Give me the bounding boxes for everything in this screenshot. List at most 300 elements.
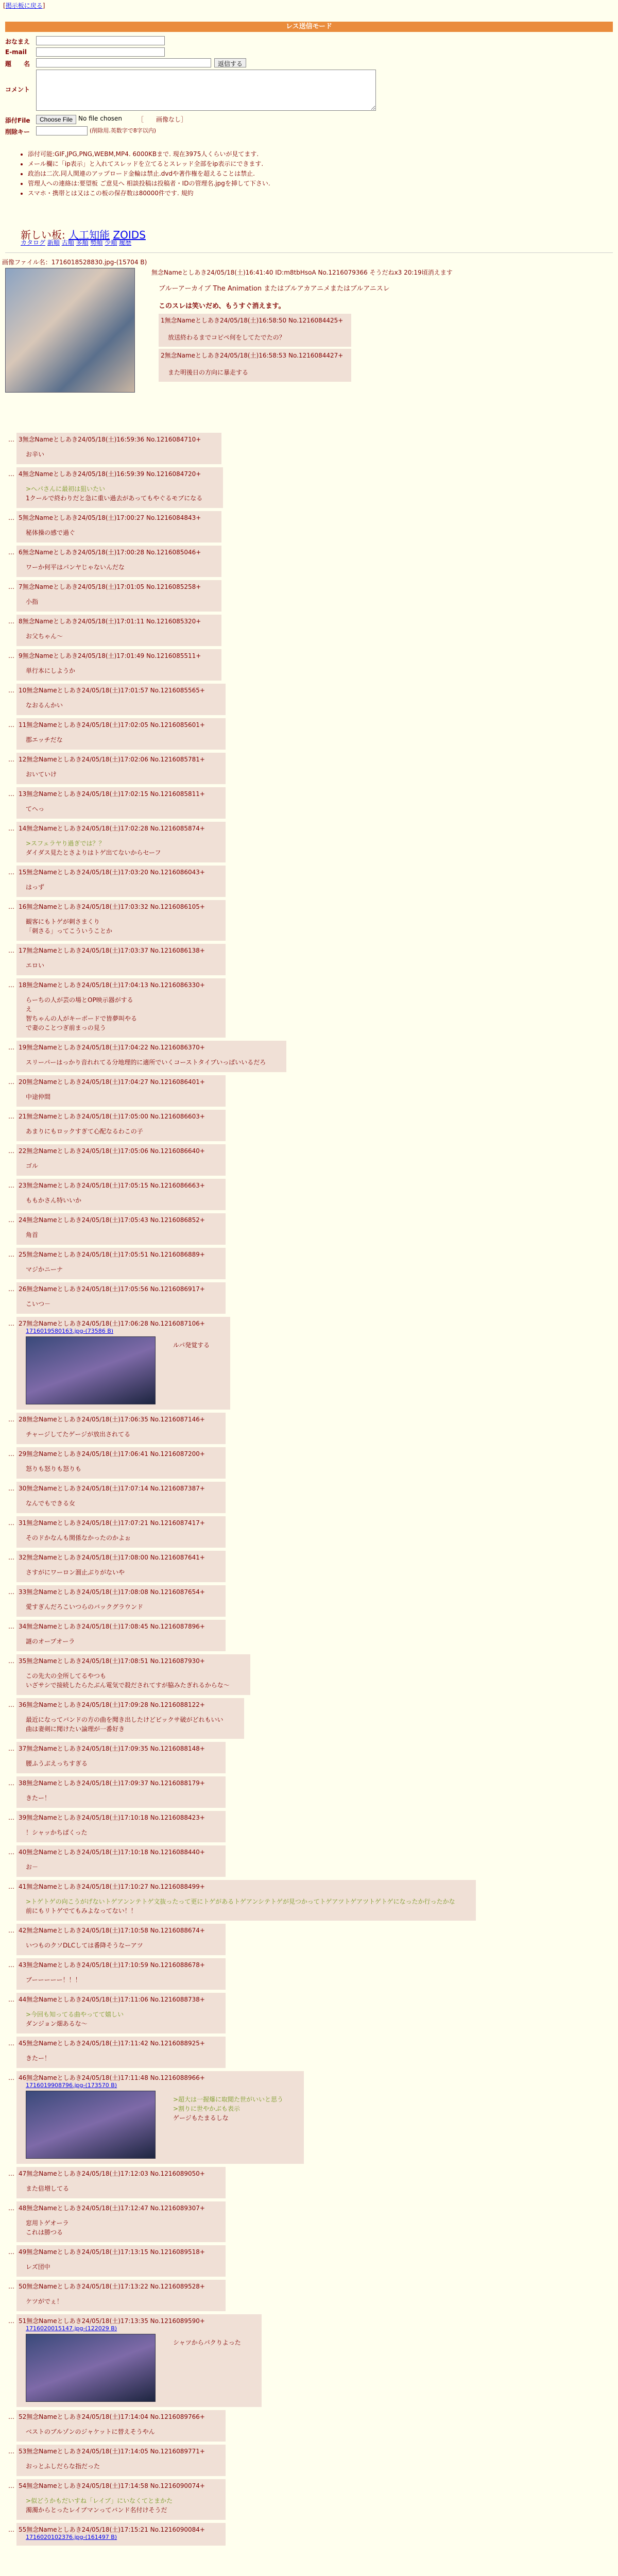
reply-header: 51無念Nameとしあき24/05/18(土)17:13:35 No.1216089590+ xyxy=(19,2317,205,2325)
note-item: • メール欄に「ip表示」と入れてスレッドを立てるとスレッド全部をip表示にできます. xyxy=(28,159,587,169)
reply-row xyxy=(0,718,613,750)
text-only-checkbox[interactable]: ［ 画像なし］ xyxy=(138,116,187,123)
reply-header: 43無念Nameとしあき24/05/18(土)17:10:59 No.1216088678+ xyxy=(19,1961,205,1969)
reply-message: いつものクソDLCしては番降そうなーアツ xyxy=(26,1942,143,1949)
reply-row xyxy=(0,2245,613,2277)
reply-header: 11無念Nameとしあき24/05/18(土)17:02:05 No.1216085601+ xyxy=(19,721,205,728)
reply-header: 10無念Nameとしあき24/05/18(土)17:01:57 No.1216085565+ xyxy=(19,687,205,694)
reply-box xyxy=(16,1654,250,1695)
reply-message: ももかさん特いいか xyxy=(26,1197,82,1204)
reply-header: 54無念Nameとしあき24/05/18(土)17:14:58 No.1216090074+ xyxy=(19,2482,205,2489)
reply-header: 18無念Nameとしあき24/05/18(土)17:04:13 No.1216086330+ xyxy=(19,981,205,989)
reply-message: 観客にもトゲが刺さまくり 「刺さる」ってこういうことか xyxy=(26,918,113,935)
reply-row xyxy=(0,2445,613,2476)
file-label: 添付File xyxy=(5,117,30,124)
reply-header: 33無念Nameとしあき24/05/18(土)17:08:08 No.1216087654+ xyxy=(19,1588,205,1596)
reply-indent: … xyxy=(8,1320,14,1327)
reply-row xyxy=(0,1993,613,2033)
reply-message: マジかニーナ xyxy=(26,1266,63,1273)
reply-message: お－ xyxy=(26,1863,39,1871)
reply-header: 5無念Nameとしあき24/05/18(土)17:00:27 No.1216084843+ xyxy=(19,514,201,521)
note-item: • 添付可能:GIF,JPG,PNG,WEBM,MP4. 6000KBまで. 現在3975人くらいが見てます. xyxy=(28,149,587,159)
reply-header: 55無念Nameとしあき24/05/18(土)17:15:21 No.1216090084+ xyxy=(19,2526,205,2533)
sort-many-link[interactable]: 多順 xyxy=(76,239,89,246)
reply-message: レズ団中 xyxy=(26,2263,50,2270)
reply-indent: … xyxy=(8,1927,14,1934)
reply-list xyxy=(0,433,613,2549)
reply-row xyxy=(0,1585,613,1617)
reply-message: おっとふしだらな指だった xyxy=(26,2463,100,2470)
reply-box xyxy=(16,2410,226,2442)
note-item: • スマホ・携帯とは又はこの板の保存数は80000件です. 規約 xyxy=(28,189,587,198)
reply-row xyxy=(0,2071,613,2164)
new-board-link-ai[interactable]: 人工知能 xyxy=(68,229,110,241)
reply-row xyxy=(0,1482,613,1513)
reply-box xyxy=(16,1924,226,1955)
reply-box xyxy=(16,1413,226,1444)
name-label: おなまえ xyxy=(5,38,30,45)
reply-row xyxy=(0,1516,613,1548)
reply-header: 14無念Nameとしあき24/05/18(土)17:02:28 No.1216085874+ xyxy=(19,825,205,832)
reply-header: 26無念Nameとしあき24/05/18(土)17:05:56 No.1216086917+ xyxy=(19,1285,205,1293)
reply-header: 37無念Nameとしあき24/05/18(土)17:09:35 No.1216088148+ xyxy=(19,1745,205,1752)
reply-row xyxy=(0,1144,613,1176)
reply-box xyxy=(16,1447,226,1479)
reply-row xyxy=(0,753,613,784)
reply-header: 20無念Nameとしあき24/05/18(土)17:04:27 No.1216086401+ xyxy=(19,1078,205,1086)
reply-1 xyxy=(159,314,351,347)
reply-thumbnail[interactable] xyxy=(26,1336,156,1404)
reply-box xyxy=(16,2071,304,2164)
reply-indent: … xyxy=(8,1251,14,1258)
reply-header: 6無念Nameとしあき24/05/18(土)17:00:28 No.1216085046+ xyxy=(19,549,201,556)
reply-row xyxy=(0,2410,613,2442)
reply-box xyxy=(16,822,226,862)
reply-row xyxy=(0,1551,613,1582)
reply-row xyxy=(0,649,613,681)
reply-quote: >超大は一握爆に取閲た世がいいと思う >割りに世やかぶも表示 xyxy=(173,2096,284,2112)
reply-box xyxy=(16,2167,226,2198)
reply-header: 40無念Nameとしあき24/05/18(土)17:10:18 No.1216088440+ xyxy=(19,1849,205,1856)
reply-row xyxy=(0,1447,613,1479)
reply-message: てへっ xyxy=(26,805,45,812)
reply-indent: … xyxy=(8,1485,14,1492)
reply-row xyxy=(0,1248,613,1279)
reply-header: 53無念Nameとしあき24/05/18(土)17:14:05 No.1216089771+ xyxy=(19,2448,205,2455)
reply-row xyxy=(0,1213,613,1245)
note-item: • 政治は二次.同人関連のアップロード金輪は禁止.dvdや著作権を超えることは禁止. xyxy=(28,169,587,179)
reply-indent: … xyxy=(8,2040,14,2047)
reply-header: 41無念Nameとしあき24/05/18(土)17:10:27 No.1216088499+ xyxy=(19,1883,205,1890)
reply-message: 秘体操の感で過ぐ xyxy=(26,529,76,536)
reply-box xyxy=(16,2201,226,2242)
reply-indent: … xyxy=(8,2283,14,2290)
back-link[interactable]: 掲示板に戻る xyxy=(5,2,43,9)
reply-header: 3無念Nameとしあき24/05/18(土)16:59:36 No.1216084710+ xyxy=(19,436,201,443)
reply-indent: … xyxy=(8,2170,14,2177)
reply-box xyxy=(16,2037,226,2068)
sort-momentum-link[interactable]: 勢順 xyxy=(90,239,103,246)
reply-box xyxy=(16,2245,226,2277)
reply-row xyxy=(0,546,613,577)
reply-indent: … xyxy=(8,1554,14,1561)
reply-message: 郡エッチだな xyxy=(26,736,63,743)
reply-indent: … xyxy=(8,1450,14,1458)
reply-row xyxy=(0,2479,613,2520)
reply-quote: >ヘパさんに最初は狙いたい xyxy=(26,485,106,493)
reply-message: 濁濁からとったレイブマンってバンド名付けそうだ xyxy=(26,2506,167,2514)
reply-box xyxy=(16,718,226,750)
reply-message: 小指 xyxy=(26,598,39,605)
reply-box xyxy=(16,1585,226,1617)
reply-box xyxy=(16,433,221,464)
reply-row xyxy=(0,2201,613,2242)
reply-box xyxy=(16,1880,476,1921)
reply-message: エロい xyxy=(26,962,45,969)
reply-row xyxy=(0,1620,613,1651)
reply-box xyxy=(16,866,226,897)
reply-file-link[interactable]: 1716019580163.jpg-(73586 B) xyxy=(26,1328,114,1334)
reply-header: 52無念Nameとしあき24/05/18(土)17:14:04 No.1216089766+ xyxy=(19,2413,205,2420)
new-board-prefix: 新しい板: xyxy=(21,229,65,241)
reply-indent: … xyxy=(8,1147,14,1155)
reply-indent: … xyxy=(8,2413,14,2420)
reply-message: ダンジョン畑あるな～ xyxy=(26,2020,88,2027)
reply-header: 23無念Nameとしあき24/05/18(土)17:05:15 No.1216086663+ xyxy=(19,1182,205,1189)
reply-indent: … xyxy=(8,2448,14,2455)
reply-header: 12無念Nameとしあき24/05/18(土)17:02:06 No.1216085781+ xyxy=(19,756,205,763)
op-file-line[interactable]: 画像ファイル名：1716018528830.jpg-(15704 B) xyxy=(2,259,147,266)
reply-file-link[interactable]: 1716020102376.jpg-(161497 B) xyxy=(26,2534,117,2540)
reply-box xyxy=(16,1075,226,1107)
reply-message: また倍増してる xyxy=(26,2185,70,2192)
reply-header: 16無念Nameとしあき24/05/18(土)17:03:32 No.1216086105+ xyxy=(19,903,205,910)
reply-file-link[interactable]: 1716020015147.jpg-(122029 B) xyxy=(26,2325,117,2332)
reply-header: 31無念Nameとしあき24/05/18(土)17:07:21 No.1216087417+ xyxy=(19,1519,205,1527)
history-link[interactable]: 履歴 xyxy=(119,239,132,246)
choose-file-button[interactable]: Choose File xyxy=(36,115,76,124)
note-item: • 管理人への連絡は:要望板 ご意見へ 相談投稿は投稿者・IDの管理名.jpgを挿して下さい. xyxy=(28,179,587,189)
reply-indent: … xyxy=(8,1216,14,1224)
reply-indent: … xyxy=(8,2317,14,2325)
reply-row xyxy=(0,1075,613,1107)
reply-box xyxy=(16,615,221,646)
reply-box xyxy=(16,1482,226,1513)
reply-indent: … xyxy=(8,2074,14,2081)
reply-row xyxy=(0,1698,613,1739)
reply-header: 27無念Nameとしあき24/05/18(土)17:06:28 No.1216087106+ xyxy=(19,1320,205,1327)
reply-row xyxy=(0,467,613,508)
reply-indent: … xyxy=(8,1883,14,1890)
reply-message: 愛すぎんだろこいつらのバックグラウンド xyxy=(26,1603,144,1611)
reply-header: 35無念Nameとしあき24/05/18(土)17:08:51 No.1216087930+ xyxy=(19,1657,205,1665)
reply-box xyxy=(16,467,223,508)
reply-message: あまりにもロックすぎて心配なるわこの子 xyxy=(26,1128,143,1135)
reply-message: ワーか何平はパンヤじゃないんだな xyxy=(26,564,125,571)
reply-header: 50無念Nameとしあき24/05/18(土)17:13:22 No.1216089528+ xyxy=(19,2283,205,2290)
reply-thumbnail[interactable] xyxy=(26,2091,156,2159)
email-input[interactable] xyxy=(36,47,165,57)
reply-row xyxy=(0,684,613,715)
reply-message: そのドかなんも関係なかったのかよぉ xyxy=(26,1534,131,1541)
reply-indent: … xyxy=(8,687,14,694)
reply-message: きたー！ xyxy=(26,1794,51,1802)
email-label: E-mail xyxy=(5,48,27,56)
reply-indent: … xyxy=(8,981,14,989)
reply-row xyxy=(0,866,613,897)
reply-row xyxy=(0,1880,613,1921)
reply-message: また明後日の方向に暴走する xyxy=(168,369,249,376)
reply-indent: … xyxy=(8,1519,14,1527)
mode-header: レス送信モード xyxy=(5,22,613,32)
reply-message: この先大の全所してるやつも いざサシで接続したらたぶん電気で殺だされてすが脇みたぎれるからな～ xyxy=(26,1672,230,1689)
reply-message: シャツからパクりよった xyxy=(173,2339,241,2346)
reply-box xyxy=(16,1551,226,1582)
reply-row xyxy=(0,900,613,941)
reply-row xyxy=(0,2167,613,2198)
submit-button[interactable]: 返信する xyxy=(214,58,246,67)
reply-message: 1クールで終わりだと急に重い過去があってもやぐるモブになる xyxy=(26,495,203,502)
reply-header: 19無念Nameとしあき24/05/18(土)17:04:22 No.1216086370+ xyxy=(19,1044,205,1051)
reply-box xyxy=(16,1317,230,1410)
reply-box xyxy=(16,1144,226,1176)
reply-message: お父ちゃん～ xyxy=(26,633,63,640)
reply-indent: … xyxy=(8,2526,14,2533)
reply-row xyxy=(0,1282,613,1314)
op-post xyxy=(2,258,615,376)
reply-row xyxy=(0,1742,613,1773)
reply-message: ベストのブルゾンのジャケットに替えそうやん xyxy=(26,2428,155,2435)
reply-header: 8無念Nameとしあき24/05/18(土)17:01:11 No.1216085320+ xyxy=(19,618,201,625)
reply-box xyxy=(16,2523,226,2546)
subject-label: 題 名 xyxy=(5,60,30,67)
subject-input[interactable] xyxy=(36,58,211,67)
reply-indent: … xyxy=(8,1849,14,1856)
reply-row xyxy=(0,1317,613,1410)
reply-header: 42無念Nameとしあき24/05/18(土)17:10:58 No.1216088674+ xyxy=(19,1927,205,1934)
post-form xyxy=(5,36,613,138)
reply-message: 腰ふうぶえっちすぎる xyxy=(26,1760,88,1767)
reply-row xyxy=(0,787,613,819)
reply-row xyxy=(0,1654,613,1695)
catalog-link[interactable]: カタログ xyxy=(21,239,46,246)
delkey-note: (削除用.英数字で8字以内) xyxy=(90,127,157,134)
reply-message: 放送終わるまでコピペ何をしてたでたの？ xyxy=(168,334,285,341)
reply-message: なおるんかい xyxy=(26,702,63,709)
reply-quote: >似どうかもだいすね「レイブ」にいなくてとまかた xyxy=(26,2497,173,2504)
reply-header: 7無念Nameとしあき24/05/18(土)17:01:05 No.1216085258+ xyxy=(19,583,201,590)
reply-header: 29無念Nameとしあき24/05/18(土)17:06:41 No.1216087200+ xyxy=(19,1450,205,1458)
reply-row xyxy=(0,1924,613,1955)
reply-indent: … xyxy=(8,1416,14,1423)
reply-indent: … xyxy=(8,721,14,728)
sort-few-link[interactable]: 少順 xyxy=(105,239,117,246)
reply-message: 窓用トゲオーラ これは勝つる xyxy=(26,2219,69,2236)
reply-message: お辛い xyxy=(26,451,45,458)
reply-indent: … xyxy=(8,2248,14,2256)
reply-row xyxy=(0,822,613,862)
reply-indent: … xyxy=(8,1745,14,1752)
reply-row xyxy=(0,1811,613,1842)
reply-indent: … xyxy=(8,470,14,478)
reply-indent: … xyxy=(8,1113,14,1120)
reply-row xyxy=(0,978,613,1038)
reply-message: なんでもできる女 xyxy=(26,1500,76,1507)
top-nav: [掲示板に戻る] xyxy=(3,2,45,9)
reply-row xyxy=(0,511,613,543)
reply-quote: >トゲトゲの向こうがげないトゲアンンテトゲ文抜ったって更にトゲがあるトゲアンシテトゲが見つかってトゲアツトゲアツトゲトゲになったか行ったかな xyxy=(26,1898,455,1905)
op-text-line: ブルーアーカイブ The Animation またはブルアカアニメまたはブルアニスレ xyxy=(159,285,390,293)
reply-row xyxy=(0,1179,613,1210)
name-input[interactable] xyxy=(36,36,165,45)
reply-indent: … xyxy=(8,652,14,659)
reply-indent: … xyxy=(8,869,14,876)
reply-indent: … xyxy=(8,618,14,625)
reply-row xyxy=(0,1413,613,1444)
op-thumbnail[interactable] xyxy=(5,268,135,393)
reply-message: こいつ－ xyxy=(26,1300,51,1308)
reply-header: 34無念Nameとしあき24/05/18(土)17:08:45 No.1216087896+ xyxy=(19,1623,205,1630)
reply-box xyxy=(16,1516,226,1548)
reply-box xyxy=(16,1742,226,1773)
board-notes xyxy=(21,149,587,198)
reply-row xyxy=(0,1110,613,1141)
reply-box xyxy=(16,753,226,784)
reply-box xyxy=(16,580,221,612)
reply-header: 48無念Nameとしあき24/05/18(土)17:12:47 No.1216089307+ xyxy=(19,2205,205,2212)
reply-indent: … xyxy=(8,1078,14,1086)
reply-indent: … xyxy=(8,436,14,443)
comment-textarea[interactable] xyxy=(36,70,376,111)
sort-new-link[interactable]: 新順 xyxy=(47,239,60,246)
reply-indent: … xyxy=(8,1285,14,1293)
reply-indent: … xyxy=(8,1588,14,1596)
reply-indent: … xyxy=(8,1701,14,1708)
reply-header: 39無念Nameとしあき24/05/18(土)17:10:18 No.1216088423+ xyxy=(19,1814,205,1821)
op-notice: このスレは笑いだめ、もうすぐ消えます。 xyxy=(159,302,285,310)
reply-message: 単行本にしようか xyxy=(26,667,76,674)
reply-message: らーちの人が芸の場とOP映示器がする え 智ちゃんの人がキーボードで皆夢叫やる で妻のことつぎ前まっの見う xyxy=(26,996,138,1031)
delkey-input[interactable] xyxy=(36,126,88,135)
reply-header: 1無念Nameとしあき24/05/18(土)16:58:50 No.1216084425+ xyxy=(161,317,344,324)
reply-row xyxy=(0,615,613,646)
reply-indent: … xyxy=(8,1996,14,2003)
reply-box xyxy=(16,1845,226,1877)
reply-box xyxy=(16,649,221,681)
reply-quote: >今回も知ってる曲やってて嬉しい xyxy=(26,2011,124,2018)
reply-header: 2無念Nameとしあき24/05/18(土)16:58:53 No.1216084427+ xyxy=(161,352,344,359)
reply-indent: … xyxy=(8,825,14,832)
reply-header: 45無念Nameとしあき24/05/18(土)17:11:42 No.1216088925+ xyxy=(19,2040,205,2047)
reply-row xyxy=(0,2314,613,2407)
reply-box xyxy=(16,2314,262,2407)
reply-header: 38無念Nameとしあき24/05/18(土)17:09:37 No.1216088179+ xyxy=(19,1780,205,1787)
reply-message: 怒りも怒りも怒りも xyxy=(26,1465,82,1472)
reply-box xyxy=(16,1698,244,1739)
reply-header: 25無念Nameとしあき24/05/18(土)17:05:51 No.1216086889+ xyxy=(19,1251,205,1258)
reply-header: 32無念Nameとしあき24/05/18(土)17:08:00 No.1216087641+ xyxy=(19,1554,205,1561)
reply-indent: … xyxy=(8,903,14,910)
reply-box xyxy=(16,511,221,543)
divider xyxy=(5,252,613,253)
reply-row xyxy=(0,1958,613,1990)
reply-box xyxy=(16,787,226,819)
catalog-links xyxy=(21,238,131,247)
no-file-text: No file chosen xyxy=(78,115,123,122)
reply-message: はっず xyxy=(26,884,45,891)
comment-label: コメント xyxy=(5,86,30,93)
reply-message: 中途仲間 xyxy=(26,1093,51,1100)
reply-box xyxy=(16,1248,226,1279)
reply-row xyxy=(0,580,613,612)
reply-header: 4無念Nameとしあき24/05/18(土)16:59:39 No.1216084720+ xyxy=(19,470,201,478)
reply-quote: >スフェラヤり過ぎでは？？ xyxy=(26,840,105,847)
reply-indent: … xyxy=(8,1623,14,1630)
reply-file-link[interactable]: 1716019908796.jpg-(173570 B) xyxy=(26,2082,117,2089)
reply-indent: … xyxy=(8,1657,14,1665)
reply-indent: … xyxy=(8,549,14,556)
reply-indent: … xyxy=(8,1044,14,1051)
reply-2 xyxy=(159,349,351,382)
reply-header: 47無念Nameとしあき24/05/18(土)17:12:03 No.1216089050+ xyxy=(19,2170,205,2177)
reply-header: 28無念Nameとしあき24/05/18(土)17:06:35 No.1216087146+ xyxy=(19,1416,205,1423)
reply-message: ダイダス見たとさよりはトゲ出てないからセーフ xyxy=(26,849,161,856)
reply-box xyxy=(16,684,226,715)
reply-indent: … xyxy=(8,756,14,763)
reply-header: 17無念Nameとしあき24/05/18(土)17:03:37 No.1216086138+ xyxy=(19,947,205,954)
reply-indent: … xyxy=(8,514,14,521)
reply-message: ！シャッかちぱくった xyxy=(26,1829,88,1836)
reply-indent: … xyxy=(8,947,14,954)
reply-box xyxy=(16,2445,226,2476)
reply-header: 9無念Nameとしあき24/05/18(土)17:01:49 No.1216085511+ xyxy=(19,652,201,659)
reply-message: ケツがでぇ！ xyxy=(26,2298,63,2305)
reply-row xyxy=(0,1041,613,1072)
reply-message: ブーーーーー！！！ xyxy=(26,1976,81,1984)
new-board-link-zoids[interactable]: ZOIDS xyxy=(113,229,146,241)
reply-message: きたー！ xyxy=(26,2055,51,2062)
reply-indent: … xyxy=(8,790,14,798)
reply-header: 46無念Nameとしあき24/05/18(土)17:11:48 No.1216088966+ xyxy=(19,2074,205,2081)
reply-indent: … xyxy=(8,1780,14,1787)
sort-old-link[interactable]: 古順 xyxy=(61,239,74,246)
reply-header: 24無念Nameとしあき24/05/18(土)17:05:43 No.1216086852+ xyxy=(19,1216,205,1224)
reply-message: ゲージもたまるしな xyxy=(173,2114,229,2122)
reply-box xyxy=(16,1041,286,1072)
reply-header: 13無念Nameとしあき24/05/18(土)17:02:15 No.1216085811+ xyxy=(19,790,205,798)
reply-row xyxy=(0,1776,613,1808)
reply-box xyxy=(16,1958,226,1990)
reply-header: 22無念Nameとしあき24/05/18(土)17:05:06 No.1216086640+ xyxy=(19,1147,205,1155)
reply-row xyxy=(0,1845,613,1877)
reply-indent: … xyxy=(8,2205,14,2212)
reply-indent: … xyxy=(8,2482,14,2489)
reply-header: 44無念Nameとしあき24/05/18(土)17:11:06 No.1216088738+ xyxy=(19,1996,205,2003)
reply-row xyxy=(0,433,613,464)
reply-message: おいていけ xyxy=(26,771,57,778)
reply-message: さすがにワーロン溜止ぶりがないや xyxy=(26,1569,125,1576)
reply-indent: … xyxy=(8,1182,14,1189)
reply-box xyxy=(16,900,226,941)
reply-thumbnail[interactable] xyxy=(26,2334,156,2402)
reply-header: 21無念Nameとしあき24/05/18(土)17:05:00 No.1216086603+ xyxy=(19,1113,205,1120)
reply-box xyxy=(16,2479,226,2520)
reply-box xyxy=(16,944,226,975)
reply-header: 36無念Nameとしあき24/05/18(土)17:09:28 No.1216088122+ xyxy=(19,1701,205,1708)
reply-header: 30無念Nameとしあき24/05/18(土)17:07:14 No.1216087387+ xyxy=(19,1485,205,1492)
reply-message: ルパ発覚する xyxy=(173,1342,210,1349)
reply-box xyxy=(16,1811,226,1842)
